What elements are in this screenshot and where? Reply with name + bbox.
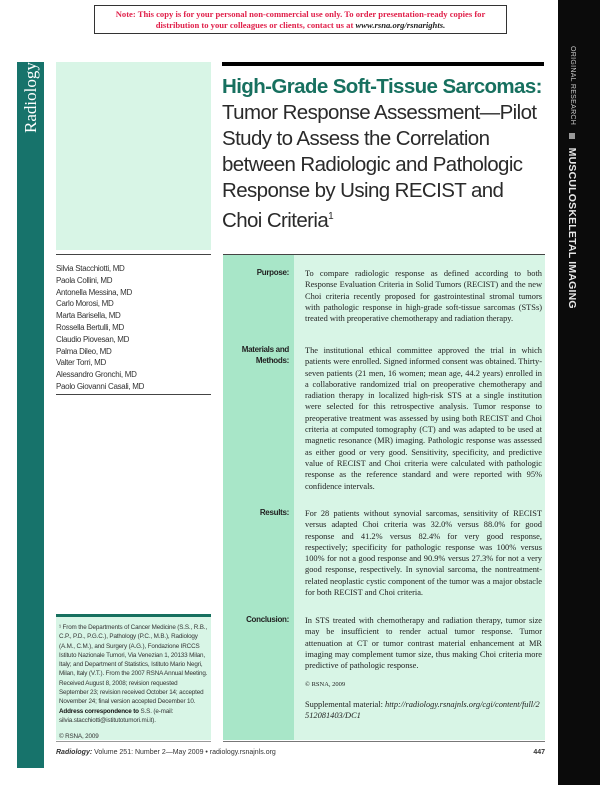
- author: Paola Collini, MD: [56, 275, 113, 285]
- footer-journal: Radiology:: [56, 749, 93, 756]
- copyright-notice: [94, 5, 507, 34]
- author: Marta Barisella, MD: [56, 311, 121, 321]
- journal-logo: Radiology: [21, 62, 40, 133]
- title-rule: [222, 62, 544, 66]
- author: Rossella Bertulli, MD: [56, 322, 124, 332]
- section-label: Conclusion:: [246, 615, 289, 624]
- footnote-box: [56, 614, 211, 740]
- notice-text: Note: This copy is for your personal non-commercial use only. To order presentation-ready copies for distribution to your colleagues or clients, contact us at: [115, 9, 486, 30]
- side-strip: [558, 0, 600, 785]
- decorative-box: [56, 62, 211, 250]
- title-rest: Tumor Response Assessment—Pilot Study to Assess the Correlation between Radiologic and Pathologic Response by Using RECIST and Choi Criteria: [222, 101, 537, 232]
- section-text: The institutional ethical committee approved the trial in which patients were enrolled. Signed informed consent was obtained. Thirty-seven patients (21 men, 16 women; mean age, 44.2 years) enrolled in a collaborative randomized trial on preoperative chemotherapy and radiation therapy in localized high-risk STS at a single institution were selected for this retrospective analysis. Tumor response to preoperative treatment was assessed by using both RECIST and Choi criteria at computed tomography (CT) and was adapted to be used at magnetic resonance (MR) imaging. Pathologic response was assessed as either good or very good. Sensitivity, specificity, and predictive value of RECIST and Choi criteria were calculated with pathologic response as the reference standard and were reported with 95% confidence intervals.: [305, 346, 542, 491]
- footnote-text: ¹ From the Departments of Cancer Medicine (S.S., R.B., C.P., P.D., P.G.C.), Pathology (P.C., M.B.), Radiology (A.M., C.M.), and Surgery (A.G.), Fondazione IRCCS Istituto Nazionale Tumori, Via Venezian 1, 20133 Milan, Italy; and Department of Statistics, Istituto Mario Negri, Milan, Italy (V.T.). From the 2007 RSNA Annual Meeting. Received August 8, 2008; revision requested September 23; revision received October 14; accepted November 24; final version accepted December 10.: [59, 624, 208, 706]
- author: Paolo Giovanni Casali, MD: [56, 381, 145, 391]
- abstract-label-column: [223, 255, 294, 740]
- rsna-rights-link[interactable]: www.rsna.org/rsnarights.: [355, 20, 446, 30]
- author: Palma Dileo, MD: [56, 346, 112, 356]
- section-name: MUSCULOSKELETAL IMAGING: [566, 147, 578, 309]
- page-number: 447: [533, 749, 545, 756]
- authors-top-rule: [56, 254, 211, 255]
- supplemental-label: Supplemental material:: [305, 699, 383, 709]
- author: Antonella Messina, MD: [56, 287, 132, 297]
- page-footer: [56, 749, 545, 756]
- article-title: [222, 74, 547, 234]
- abstract-copyright: © RSNA, 2009: [305, 681, 346, 689]
- footer-rule-right: [223, 741, 545, 742]
- conclusion-text: In STS treated with chemotherapy and radiation therapy, tumor size may be insufficient to render actual tumor response. Tumor attenuation at CT or tumor contrast material enhancement at MR imaging may complement tumor size, thus making Choi criteria more predictive of pathologic response.: [305, 616, 542, 671]
- section-text: [305, 615, 542, 729]
- section-label: Results:: [259, 508, 289, 517]
- author: Valter Torri, MD: [56, 358, 107, 368]
- correspondence-label: Address correspondence to: [59, 707, 139, 715]
- author-list: [56, 263, 144, 393]
- category-label: ORIGINAL RESEARCH: [569, 46, 576, 126]
- author: Carlo Morosi, MD: [56, 299, 114, 309]
- section-label: Purpose:: [256, 268, 289, 277]
- correspondence-text: S.S. (e-mail: silvia.stacchiotti@istitutotumori.mi.it).: [59, 707, 174, 724]
- footer-issue: Volume 251: Number 2—May 2009 • radiology.rsnajnls.org: [94, 749, 276, 756]
- footer-rule-left: [56, 741, 211, 742]
- footnote-copyright: © RSNA, 2009: [59, 733, 99, 741]
- title-highlight: High-Grade Soft-Tissue Sarcomas:: [222, 75, 542, 98]
- author: Silvia Stacchiotti, MD: [56, 264, 125, 273]
- abstract-box: [223, 254, 545, 740]
- section-text: For 28 patients without synovial sarcomas, sensitivity of RECIST versus adapted Choi criteria was 32.0% versus 88.0% for good response and 41.2% versus 82.4% for very good response, respectively; specificity for pathologic response was 100% versus 100% for not a good response and 90.9% versus 27.3% for not a very good response, respectively. In synovial sarcoma, the nontreatment-related neoplastic cystic component of the tumor was a major obstacle for both RECIST and Choi criteria.: [305, 509, 542, 598]
- square-bullet-icon: [569, 133, 575, 139]
- section-label: Materials and Methods:: [241, 345, 289, 365]
- section-text: To compare radiologic response as defined according to both Response Evaluation Criteria in Solid Tumors (RECIST) and the new Choi criteria recently proposed for gastrointestinal stromal tumors with pathologic response in high-grade soft-tissue sarcomas (STSs) treated with preoperative chemotherapy and radiation therapy.: [305, 269, 542, 324]
- journal-bar: [17, 62, 44, 768]
- author: Alessandro Gronchi, MD: [56, 370, 137, 380]
- supplemental-link[interactable]: http://radiology.rsnajnls.org/cgi/content/full/2512081403/DC1: [305, 699, 540, 721]
- section-label: [566, 46, 578, 309]
- author: Claudio Piovesan, MD: [56, 334, 130, 344]
- title-footnote-mark: 1: [328, 211, 334, 222]
- authors-bottom-rule: [56, 394, 211, 395]
